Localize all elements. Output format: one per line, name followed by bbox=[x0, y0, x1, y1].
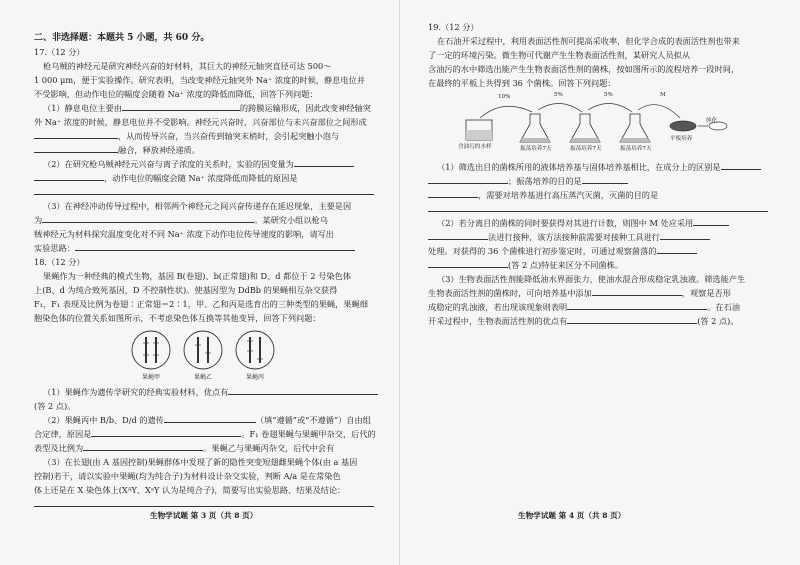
q17-line bbox=[34, 185, 380, 199]
fig-label: 5% bbox=[554, 92, 563, 98]
q18-line: 表型及比例为 。果蝇乙与果蝇丙杂交，后代中会有 bbox=[34, 443, 335, 453]
q17-sub2: （2）在研究枪乌贼神经元兴奋与离子浓度的关系时，实验的因变量为 bbox=[34, 157, 380, 171]
q18-sub2: （2）果蝇丙中 B/b、D/d 的遗传 （填“遵循”或“不遵循”）自由组 bbox=[43, 415, 371, 425]
q18-line: 控制)若干，请以实验中果蝇(均为纯合子)为材料设计杂交实验，判断 A/a 是在常染色 bbox=[34, 471, 341, 481]
cell-label: 果蝇甲 bbox=[141, 374, 160, 381]
q19-line: 生物表面活性剂的菌株时，可向培养基中添加 ，观察是否形 bbox=[428, 288, 731, 298]
q18-line: 果蝇作为一种经典的模式生物，基因 B(卷翅)、b(正常翅)和 D、d 都位于 2 号染色体 bbox=[43, 271, 351, 281]
q19-line: 开采过程中，生物表面活性剂的优点有 (答 2 点)。 bbox=[428, 316, 739, 326]
screening-flow-figure bbox=[458, 92, 728, 156]
right-page bbox=[400, 0, 800, 565]
q17-line: 不受影响，但动作电位的幅度会随着 Na⁺ 浓度的降低而降低，回答下列问题： bbox=[34, 89, 318, 99]
fig-label: 纯化 bbox=[706, 118, 718, 124]
fig-label: 振荡培养7天 bbox=[570, 146, 602, 152]
q18-line: F₁，F₁ 表现及比例为卷翅∶正常翅＝2∶1，甲、乙和丙是选育出的三种类型的果蝇，果蝇细 bbox=[34, 299, 368, 309]
q19-line: 成稳定的乳浊液，若出现该现象则表明 。在石油 bbox=[428, 302, 740, 312]
q17-sub3: （3）在神经冲动传导过程中，相邻两个神经元之间兴奋传递存在延迟现象，主要是因 bbox=[43, 201, 352, 211]
cell-yi bbox=[182, 329, 224, 381]
q17-line: 贼神经元为材料探究温度变化对不同 Na⁺ 浓度下动作电位传导速度的影响，请写出 bbox=[34, 229, 334, 239]
left-page-footer: 生物学试题 第 3 页（共 8 页） bbox=[150, 511, 258, 520]
right-page-footer: 生物学试题 第 4 页（共 8 页） bbox=[518, 511, 626, 520]
q17-line: 外 Na⁺ 浓度的时候，静息电位并不受影响。神经元兴奋时，兴奋部位与未兴奋部位之间形成 bbox=[34, 117, 367, 127]
fig-label: 5% bbox=[604, 92, 613, 98]
cell-jia bbox=[130, 329, 172, 381]
q19-sub2: （2）若分离目的菌株的同时要获得对其进行计数，则图中 M 处应采用 bbox=[428, 216, 778, 230]
section-title: 二、非选择题：本题共 5 小题，共 60 分。 bbox=[34, 33, 210, 43]
q19-line: 含油污的水中筛选出能产生生物表面活性剂的菌株，按如图所示的流程培养一段时间， bbox=[428, 64, 740, 74]
q18-number: 18.（12 分） bbox=[34, 257, 85, 267]
q19-line: (答 2 点)特征来区分不同菌株。 bbox=[428, 258, 778, 272]
cell-bing-icon bbox=[234, 329, 276, 371]
q18-line bbox=[34, 497, 380, 511]
fig-label: 振荡培养7天 bbox=[620, 146, 652, 152]
cell-bing bbox=[234, 329, 276, 381]
fig-label: 振荡培养7天 bbox=[520, 146, 552, 152]
q17-sub1: （1）静息电位主要由 的跨膜运输形成，因此改变神经轴突 bbox=[43, 103, 371, 113]
q19-line: 了一定的环境污染。微生物可代谢产生生物表面活性剂，某研究人员拟从 bbox=[428, 50, 691, 60]
chromosome-figure bbox=[130, 329, 380, 381]
q17-line: 为 。某研究小组以枪乌 bbox=[34, 215, 328, 225]
q17-line: 实验思路： bbox=[34, 241, 380, 255]
cell-label: 果蝇丙 bbox=[245, 374, 264, 381]
q19-line: 在石油开采过程中，利用表面活性剂可提高采收率，但化学合成的表面活性剂也带来 bbox=[437, 36, 740, 46]
q17-line: 枪乌贼的神经元是研究神经兴奋的好材料，其巨大的神经元轴突直径可达 500～ bbox=[43, 61, 332, 71]
q17-line: 融合，释放神经递质。 bbox=[34, 143, 380, 157]
q18-sub3: （3）在长翅(由 A 基因控制)果蝇群体中发现了新的隐性突变短翅雌果蝇个体(由 a 基因 bbox=[43, 457, 358, 467]
q19-line: ；振荡培养的目的是 bbox=[428, 174, 778, 188]
q19-number: 19.（12 分） bbox=[428, 22, 479, 32]
q18-line: 体上还是在 X 染色体上(XᴬY、XᵃY 认为是纯合子)，简要写出实验思路、结果及结论： bbox=[34, 485, 346, 495]
q17-line: 1 000 μm，便于实验操作。研究表明，当改变神经元轴突外 Na⁺ 浓度的时候，静息电位并 bbox=[34, 75, 365, 85]
q19-line: 处理。对获得的 36 个菌株进行初步鉴定时，可通过观察菌落的 bbox=[428, 244, 778, 258]
q17-number: 17.（12 分） bbox=[34, 47, 85, 57]
fig-label: 平板培养 bbox=[670, 136, 693, 142]
q19-line bbox=[428, 202, 778, 216]
cell-label: 果蝇乙 bbox=[193, 374, 212, 381]
q18-line: 合定律，原因是 。F₁ 卷翅果蝇与果蝇甲杂交，后代的 bbox=[34, 429, 376, 439]
q18-sub1: （1）果蝇作为遗传学研究的经典实验材料，优点有 bbox=[34, 385, 380, 399]
cell-yi-icon bbox=[182, 329, 224, 371]
q18-line: (答 2 点)。 bbox=[34, 401, 76, 411]
q19-line: ，需要对培养基进行高压蒸汽灭菌，灭菌的目的是 bbox=[428, 188, 778, 202]
q19-line: 在最终的平板上共得到 36 个菌株。回答下列问题： bbox=[428, 78, 616, 88]
fig-label: M bbox=[660, 92, 666, 98]
fig-label: 10% bbox=[498, 94, 511, 100]
q18-line: 上(B、d 为纯合致死基因，D 不控制性状)。使基因型为 DdBb 的果蝇相互杂交获得 bbox=[34, 285, 338, 295]
q17-line: ，动作电位的幅度会随 Na⁺ 浓度降低而降低的原因是 bbox=[34, 171, 380, 185]
fig-label: 含油污的水样 bbox=[458, 144, 492, 150]
q17-line: ，从而传导兴奋，当兴奋传到轴突末梢时，会引起突触小泡与 bbox=[34, 129, 380, 143]
q19-line: 法进行接种，该方法接种前需要对接种工具进行 bbox=[428, 230, 778, 244]
q19-sub1: （1）筛选出目的菌株所用的液体培养基与固体培养基相比，在成分上的区别是 bbox=[428, 160, 778, 174]
q19-sub3: （3）生物表面活性剂能降低油水界面张力，使油水混合形成稳定乳浊液。筛选能产生 bbox=[437, 274, 746, 284]
cell-jia-icon bbox=[130, 329, 172, 371]
q18-line: 胞染色体的位置关系如图所示，不考虑染色体互换等其他变异，回答下列问题： bbox=[34, 313, 321, 323]
